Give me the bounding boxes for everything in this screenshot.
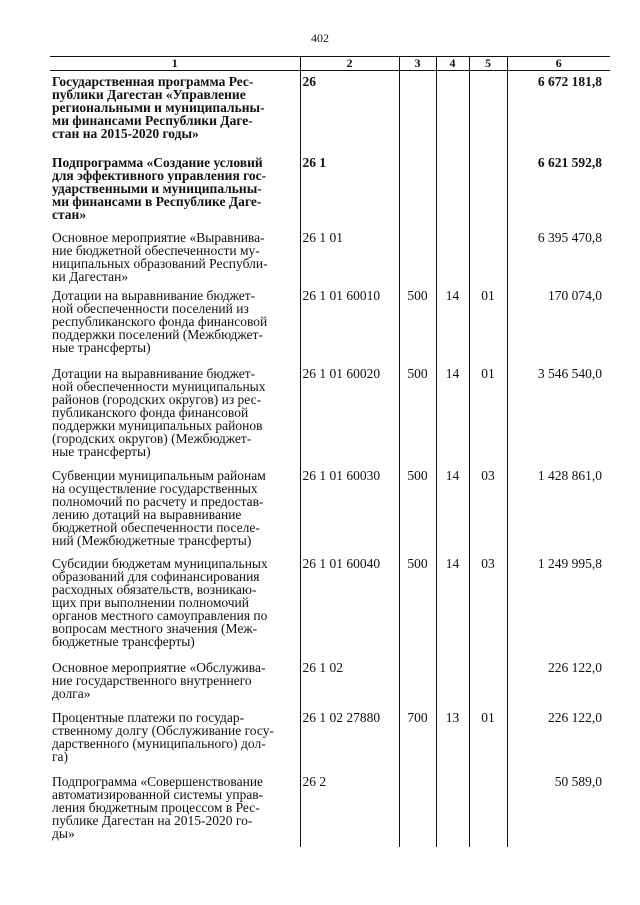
row-col4 <box>436 156 469 231</box>
row-code: 26 <box>300 71 399 156</box>
table-row <box>50 289 610 367</box>
row-amount: 1 249 995,8 <box>507 557 610 661</box>
row-col3 <box>399 661 436 711</box>
header-row <box>50 57 610 71</box>
row-col3 <box>399 231 436 289</box>
row-col5 <box>469 71 507 156</box>
row-col5 <box>469 775 507 847</box>
row-col4: 14 <box>436 367 469 469</box>
row-col4 <box>436 661 469 711</box>
row-col3 <box>399 71 436 156</box>
row-code: 26 1 <box>300 156 399 231</box>
row-amount: 1 428 861,0 <box>507 469 610 557</box>
row-col4: 14 <box>436 557 469 661</box>
row-col5: 03 <box>469 469 507 557</box>
row-col4: 13 <box>436 711 469 775</box>
row-col4: 14 <box>436 469 469 557</box>
row-col3 <box>399 156 436 231</box>
row-amount: 6 621 592,8 <box>507 156 610 231</box>
row-col3: 500 <box>399 557 436 661</box>
budget-table <box>50 56 610 847</box>
row-col3 <box>399 775 436 847</box>
row-col4 <box>436 231 469 289</box>
row-col3: 500 <box>399 367 436 469</box>
row-amount: 50 589,0 <box>507 775 610 847</box>
column-header-1: 1 <box>50 57 300 71</box>
table-row <box>50 661 610 711</box>
row-description: Дотации на выравнивание бюджет- ной обеспеченности муниципальных районов (городских округов) из рес- публиканского фонда финансовой поддержки муниципальных районов (городских округов) (Межбюджет- ные трансферты) <box>50 367 300 469</box>
row-description: Основное мероприятие «Обслужива- ние государственного внутреннего долга» <box>50 661 300 711</box>
row-amount: 3 546 540,0 <box>507 367 610 469</box>
row-col3: 500 <box>399 289 436 367</box>
table-row <box>50 156 610 231</box>
row-code: 26 1 01 60040 <box>300 557 399 661</box>
row-amount: 6 672 181,8 <box>507 71 610 156</box>
row-code: 26 1 02 <box>300 661 399 711</box>
row-description: Государственная программа Рес- публики Дагестан «Управление региональными и муниципальны- ми финансами Республики Даге- стан на 2015-2020 годы» <box>50 71 300 156</box>
row-code: 26 1 01 <box>300 231 399 289</box>
row-col5: 01 <box>469 711 507 775</box>
row-code: 26 1 01 60010 <box>300 289 399 367</box>
table-row <box>50 557 610 661</box>
row-col5: 01 <box>469 367 507 469</box>
row-description: Дотации на выравнивание бюджет- ной обеспеченности поселений из республиканского фонда финансовой поддержки поселений (Межбюджет- ные трансферты) <box>50 289 300 367</box>
row-amount: 226 122,0 <box>507 661 610 711</box>
row-description: Субвенции муниципальным районам на осуществление государственных полномочий по расчету и предостав- лению дотаций на выравнивание бюджетной обеспеченности поселе- ний (Межбюджетные трансферты) <box>50 469 300 557</box>
row-description: Основное мероприятие «Выравнива- ние бюджетной обеспеченности му- ниципальных образований Республи- ки Дагестан» <box>50 231 300 289</box>
column-header-6: 6 <box>507 57 610 71</box>
table-row <box>50 775 610 847</box>
row-code: 26 2 <box>300 775 399 847</box>
table-row <box>50 367 610 469</box>
table-body <box>50 71 610 847</box>
row-col4 <box>436 775 469 847</box>
row-col3: 500 <box>399 469 436 557</box>
table-row <box>50 711 610 775</box>
table-row <box>50 71 610 156</box>
row-description: Процентные платежи по государ- ственному долгу (Обслуживание госу- дарственного (муниципального) дол- га) <box>50 711 300 775</box>
page-number: 402 <box>311 31 329 45</box>
column-header-2: 2 <box>300 57 399 71</box>
row-col5: 01 <box>469 289 507 367</box>
row-col5 <box>469 661 507 711</box>
row-amount: 6 395 470,8 <box>507 231 610 289</box>
row-code: 26 1 01 60030 <box>300 469 399 557</box>
row-amount: 170 074,0 <box>507 289 610 367</box>
row-col5 <box>469 231 507 289</box>
row-description: Субсидии бюджетам муниципальных образований для софинансирования расходных обязательств, возникаю- щих при выполнении полномочий органов местного самоуправления по вопросам местного значения (Меж- бюджетные трансферты) <box>50 557 300 661</box>
row-col5: 03 <box>469 557 507 661</box>
row-description: Подпрограмма «Совершенствование автоматизированной системы управ- ления бюджетным процессом в Рес- публике Дагестан на 2015-2020 го- ды» <box>50 775 300 847</box>
row-col4 <box>436 71 469 156</box>
table-row <box>50 231 610 289</box>
row-code: 26 1 02 27880 <box>300 711 399 775</box>
column-header-5: 5 <box>469 57 507 71</box>
row-description: Подпрограмма «Создание условий для эффективного управления гос- ударственными и муниципальны- ми финансами в Республике Даге- стан» <box>50 156 300 231</box>
row-code: 26 1 01 60020 <box>300 367 399 469</box>
table-row <box>50 469 610 557</box>
row-col3: 700 <box>399 711 436 775</box>
row-amount: 226 122,0 <box>507 711 610 775</box>
column-header-3: 3 <box>399 57 436 71</box>
column-header-4: 4 <box>436 57 469 71</box>
row-col4: 14 <box>436 289 469 367</box>
row-col5 <box>469 156 507 231</box>
